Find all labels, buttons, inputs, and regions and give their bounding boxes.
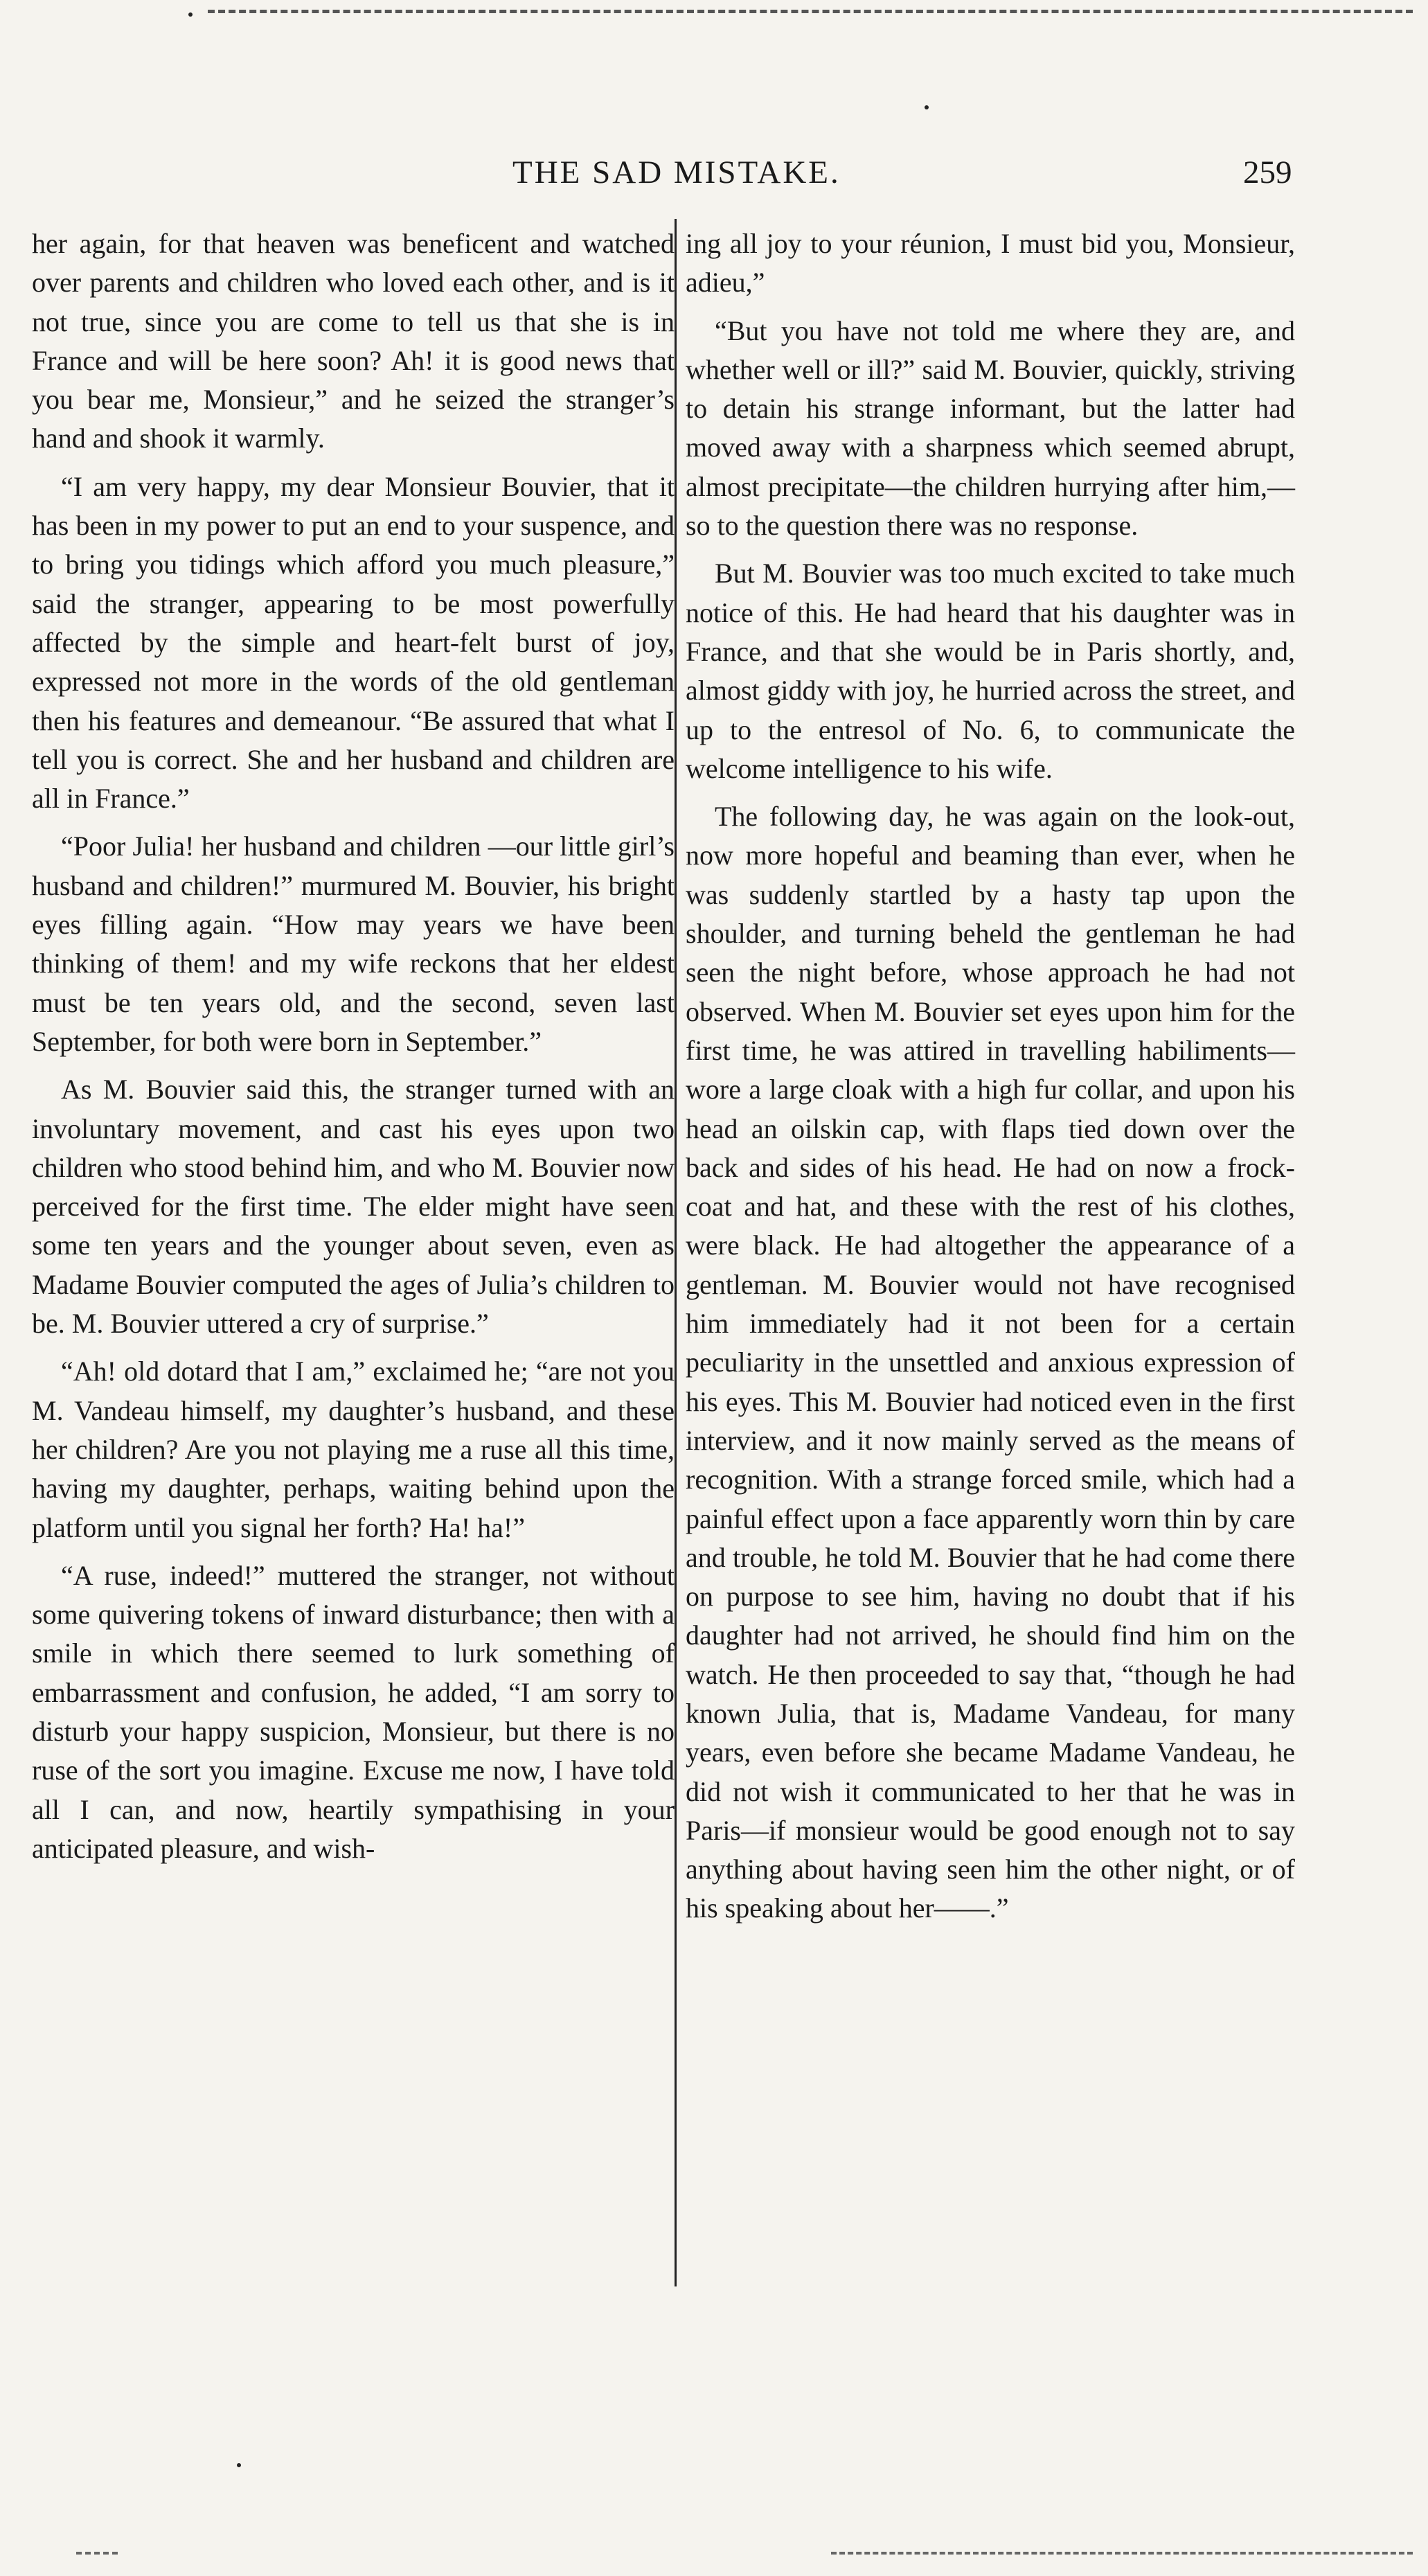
paragraph: As M. Bouvier said this, the stranger turned with an involuntary movement, and cast his eyes upon two children who stood behind him, and who M. Bouvier now perceived for the first time. The elder might have seen some ten years and the younger about seven, even as Madame Bouvier computed the ages of Julia’s children to be. M. Bouvier uttered a cry of surprise.” <box>32 1074 675 1340</box>
ink-speck <box>188 12 193 17</box>
paragraph: “But you have not told me where they are, and whether well or ill?” said M. Bouvier, quickly, striving to detain his strange informant, but the latter had moved away with a sharpness which seemed abrupt, almost precipitate—the children hurrying after him,—so to the question there was no response. <box>686 314 1295 542</box>
paragraph: “Poor Julia! her husband and children —our little girl’s husband and children!” murmured M. Bouvier, his bright eyes filling again. “How may years we have been thinking of them! and my wife reckons that her eldest must be ten years old, and the second, seven last September, for both were born in September.” <box>32 830 675 1057</box>
paragraph: her again, for that heaven was beneficent and watched over parents and children who loved each other, and is it not true, since you are come to tell us that she is in France and will be here soon? Ah! it is good news that you bear me, Monsieur,” and he seized the stranger’s hand and shook it warmly. <box>32 228 675 454</box>
column-divider <box>675 219 677 2286</box>
ink-speck <box>925 105 929 109</box>
top-border-rule <box>208 10 1413 13</box>
bottom-border-rule <box>831 2552 1413 2555</box>
paragraph: ing all joy to your réunion, I must bid you, Monsieur, adieu,” <box>686 228 1295 299</box>
ink-speck <box>237 2463 241 2467</box>
paragraph: “I am very happy, my dear Monsieur Bouvier, that it has been in my power to put an end to your suspence, and to bring you tidings which afford you much pleasure,” said the stranger, appearing to be most powerfully affected by the simple and heart-felt burst of joy, expressed not more in the words of the old gentleman then his features and demeanour. “Be assured that what I tell you is correct. She and her husband and children are all in France.” <box>32 470 675 815</box>
paragraph: The following day, he was again on the look-out, now more hopeful and beaming than ever, when he was suddenly startled by a hasty tap upon the shoulder, and turning beheld the gentleman he had seen the night before, whose approach he had not observed. When M. Bouvier set eyes upon him for the first time, he was attired in travelling habiliments—wore a large cloak with a high fur collar, and upon his head an oilskin cap, with flaps tied down over the back and sides of his head. He had on now a frock-coat and hat, and these with the rest of his clothes, were black. He had altogether the appearance of a gentleman. M. Bouvier would not have recognised him immediately had it not been for a certain peculiarity in the unsettled and anxious expression of his eyes. This M. Bouvier had noticed even in the first interview, and it now mainly served as the means of recognition. With a strange forced smile, which had a painful effect upon a face apparently worn thin by care and trouble, he told M. Bouvier that he had come there on purpose to see him, having no doubt that if his daughter had not arrived, he should find him on the watch. He then proceeded to say that, “though he had known Julia, that is, Madame Vandeau, for many years, even before she became Madame Vandeau, he did not wish it communicated to her that he was in Paris—if monsieur would be good enough not to say anything about having seen him the other night, or of his speaking about her——.” <box>686 801 1295 1924</box>
paragraph: “Ah! old dotard that I am,” exclaimed he; “are not you M. Vandeau himself, my daughter’s husband, and these her children? Are you not playing me a ruse all this time, having my daughter, perhaps, waiting behind upon the platform until you signal her forth? Ha! ha!” <box>32 1356 675 1543</box>
running-head <box>0 154 1428 195</box>
page-number: 259 <box>1243 154 1292 190</box>
left-column <box>32 224 675 1877</box>
bottom-border-rule <box>76 2552 118 2555</box>
right-column <box>686 224 1295 1937</box>
paragraph: “A ruse, indeed!” muttered the stranger, not without some quivering tokens of inward disturbance; then with a smile in which there seemed to lurk something of embarrassment and confusion, he added, “I am sorry to disturb your happy suspicion, Monsieur, but there is no ruse of the sort you imagine. Excuse me now, I have told all I can, and now, heartily sympathising in your anticipated pleasure, and wish- <box>32 1559 675 1864</box>
page-title: THE SAD MISTAKE. <box>512 154 841 190</box>
paragraph: But M. Bouvier was too much excited to take much notice of this. He had heard that his daughter was in France, and that she would be in Paris shortly, and, almost giddy with joy, he hurried across the street, and up to the entresol of No. 6, to communicate the welcome intelligence to his wife. <box>686 558 1295 784</box>
